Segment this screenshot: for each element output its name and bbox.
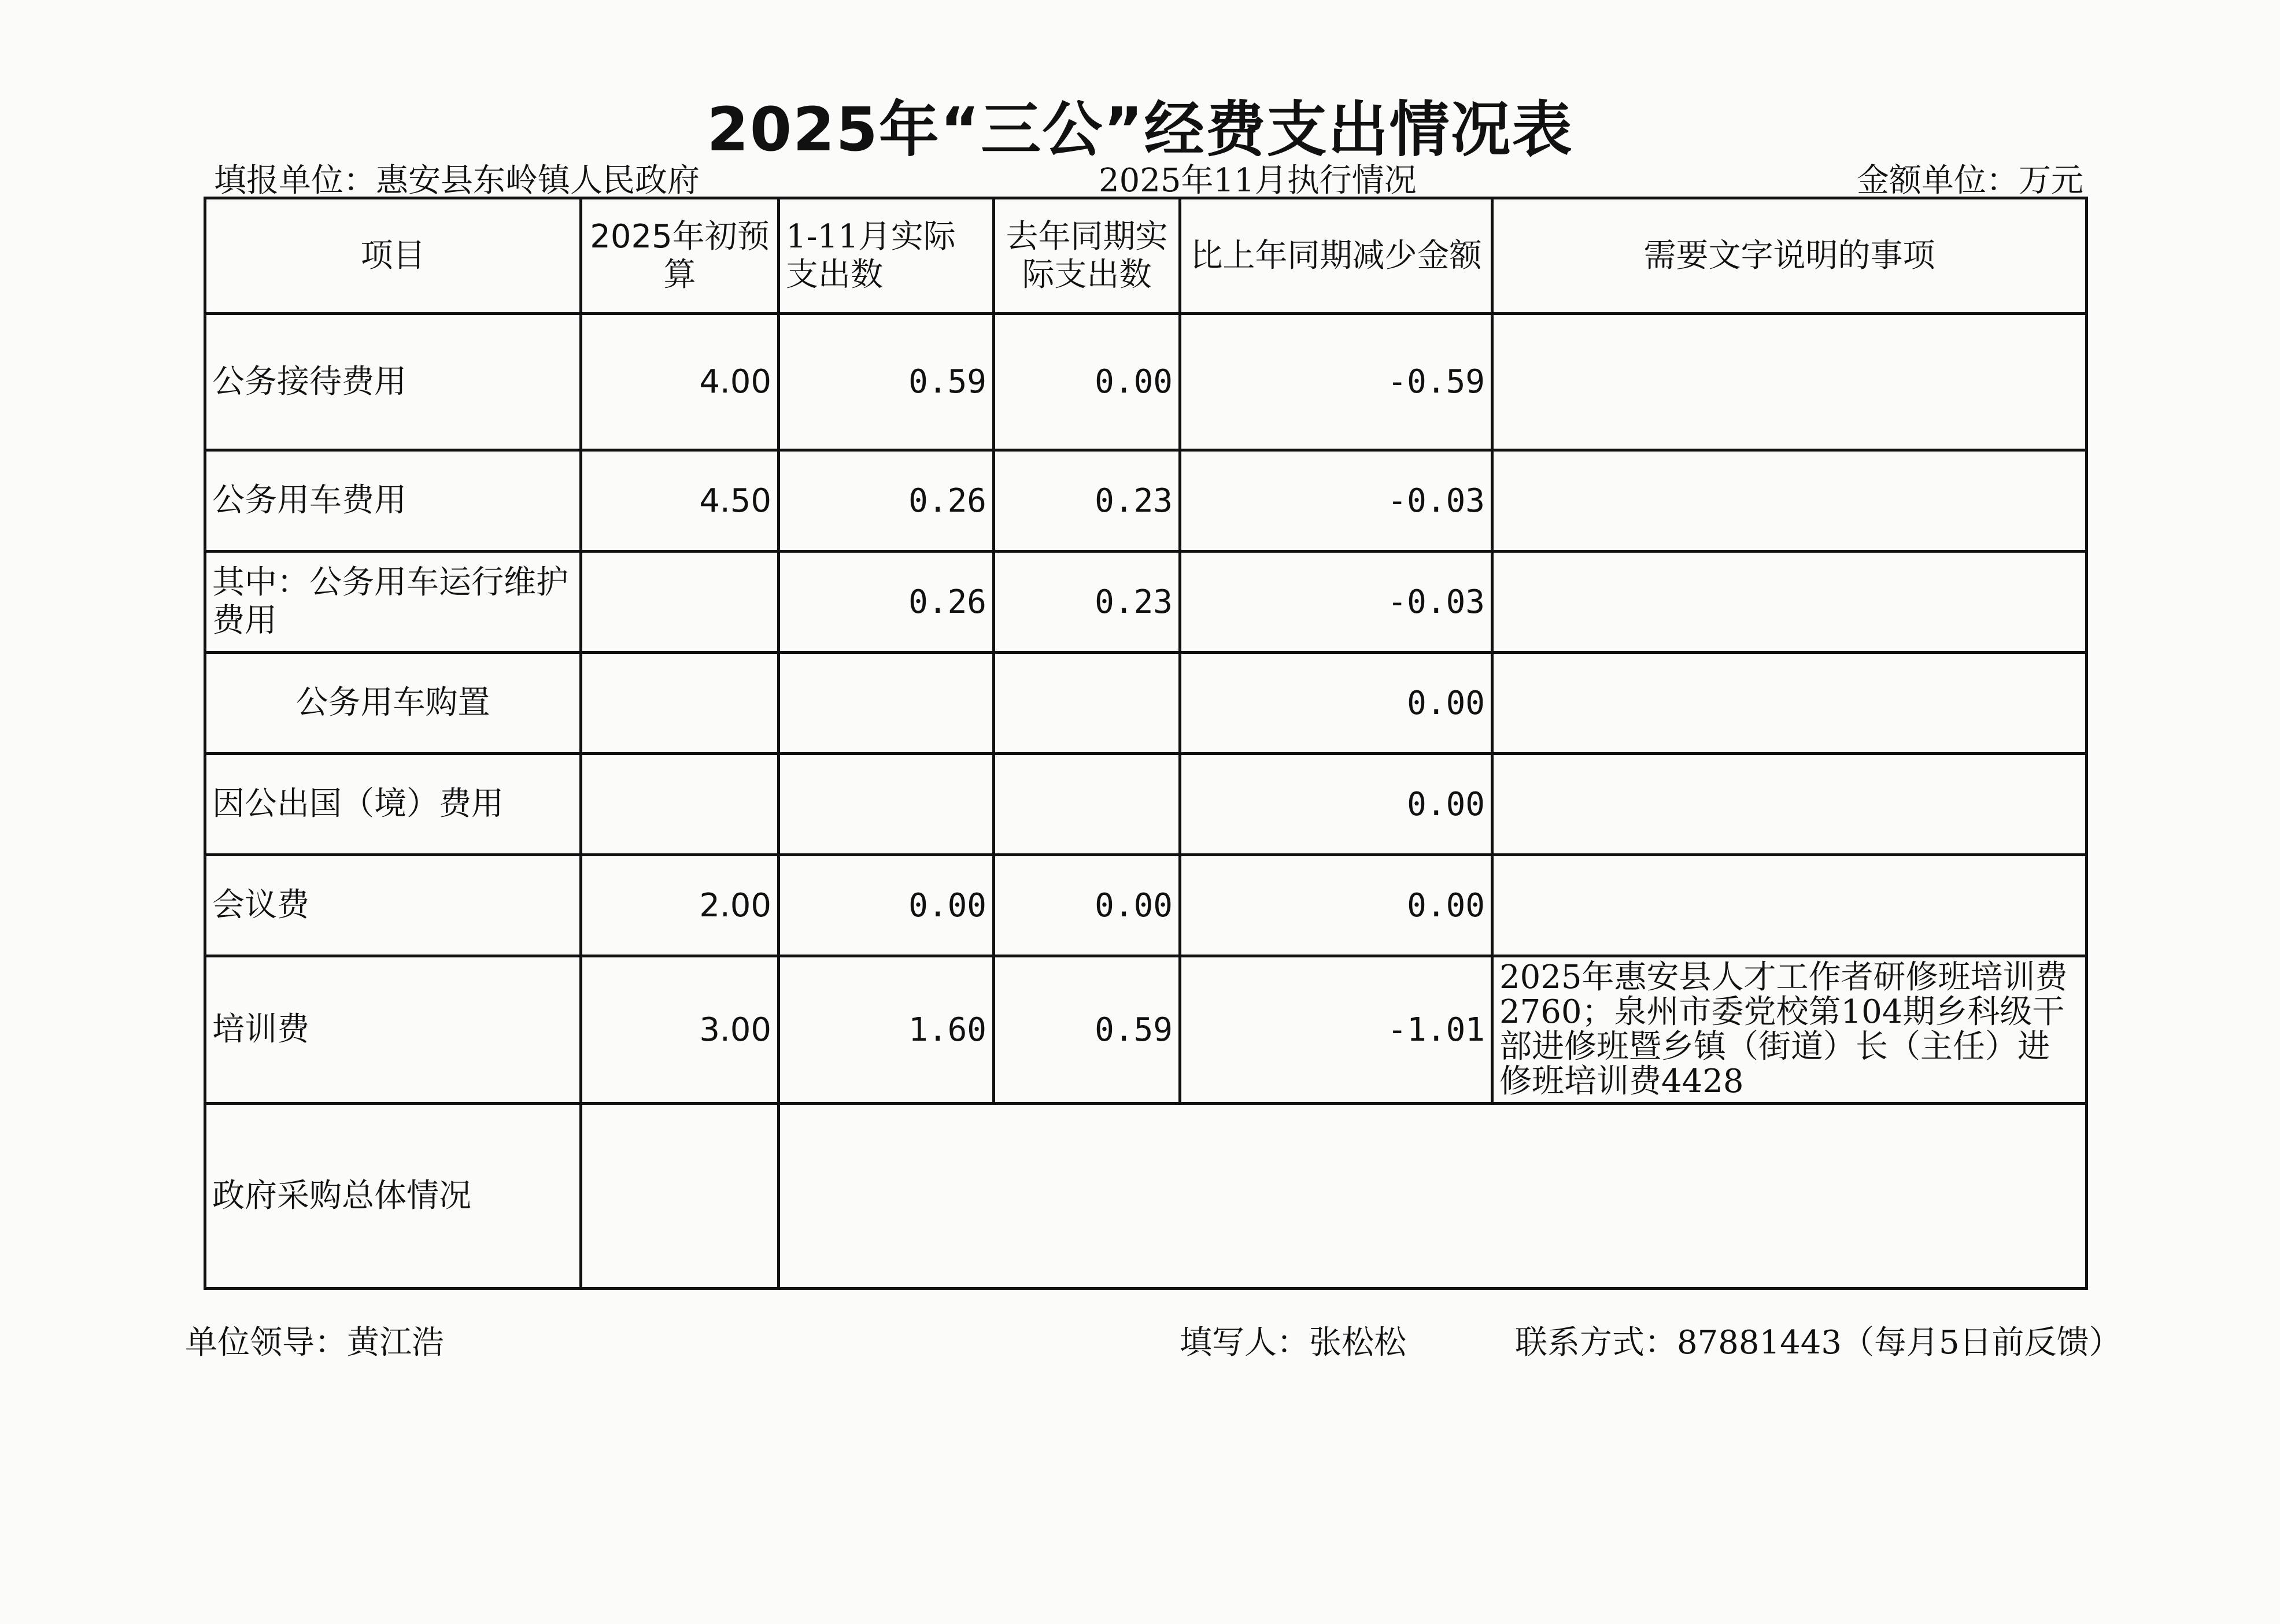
- row-item: 因公出国（境）费用: [205, 754, 581, 855]
- row-note: [1492, 653, 2087, 754]
- row-actual: 0.00: [779, 855, 994, 956]
- procurement-row: [205, 1104, 2087, 1289]
- table-row: [205, 653, 2087, 754]
- header-decrease: 比上年同期减少金额: [1180, 198, 1492, 314]
- row-decrease: -0.03: [1180, 450, 1492, 552]
- row-item: 公务接待费用: [205, 314, 581, 450]
- reporting-unit: 填报单位：惠安县东岭镇人民政府: [214, 162, 700, 199]
- table-row: [205, 450, 2087, 552]
- row-actual: 1.60: [779, 956, 994, 1104]
- header-notes: 需要文字说明的事项: [1492, 198, 2087, 314]
- procurement-budget-cell: [581, 1104, 779, 1289]
- row-note: [1492, 552, 2087, 653]
- row-budget: 4.00: [581, 314, 779, 450]
- header-budget: 2025年初预算: [581, 198, 779, 314]
- row-decrease: 0.00: [1180, 653, 1492, 754]
- unit-leader: 单位领导：黄江浩: [185, 1324, 444, 1362]
- reporting-period: 2025年11月执行情况: [1099, 162, 1417, 199]
- header-actual: 1-11月实际支出数: [779, 198, 994, 314]
- row-budget: 3.00: [581, 956, 779, 1104]
- row-decrease: 0.00: [1180, 855, 1492, 956]
- row-last-year: 0.59: [994, 956, 1180, 1104]
- row-budget: 4.50: [581, 450, 779, 552]
- table-row: [205, 855, 2087, 956]
- row-item: 其中：公务用车运行维护费用: [205, 552, 581, 653]
- form-filler: 填写人：张松松: [1180, 1324, 1406, 1362]
- row-last-year: 0.23: [994, 450, 1180, 552]
- procurement-label: 政府采购总体情况: [205, 1104, 581, 1289]
- row-item: 公务用车费用: [205, 450, 581, 552]
- row-actual: [779, 754, 994, 855]
- header-last-year: 去年同期实际支出数: [994, 198, 1180, 314]
- expense-table: [204, 197, 2088, 1290]
- header-item: 项目: [205, 198, 581, 314]
- row-decrease: -0.59: [1180, 314, 1492, 450]
- row-actual: 0.26: [779, 552, 994, 653]
- table-row: [205, 956, 2087, 1104]
- row-note: [1492, 855, 2087, 956]
- amount-unit: 金额单位：万元: [1857, 162, 2083, 199]
- row-item: 会议费: [205, 855, 581, 956]
- row-note: 2025年惠安县人才工作者研修班培训费2760；泉州市委党校第104期乡科级干部进修班暨乡镇（街道）长（主任）进修班培训费4428: [1492, 956, 2087, 1104]
- row-decrease: -1.01: [1180, 956, 1492, 1104]
- row-last-year: 0.23: [994, 552, 1180, 653]
- table-row: [205, 314, 2087, 450]
- row-budget: [581, 754, 779, 855]
- row-decrease: -0.03: [1180, 552, 1492, 653]
- row-note: [1492, 314, 2087, 450]
- contact-info: 联系方式：87881443（每月5日前反馈）: [1515, 1324, 2122, 1362]
- row-budget: 2.00: [581, 855, 779, 956]
- row-item: 培训费: [205, 956, 581, 1104]
- row-budget: [581, 653, 779, 754]
- table-header-row: [205, 198, 2087, 314]
- row-last-year: [994, 754, 1180, 855]
- row-budget: [581, 552, 779, 653]
- row-item: 公务用车购置: [205, 653, 581, 754]
- procurement-detail-cell: [779, 1104, 2087, 1289]
- row-decrease: 0.00: [1180, 754, 1492, 855]
- document-title: 2025年“三公”经费支出情况表: [707, 94, 1573, 165]
- table-row: [205, 552, 2087, 653]
- row-last-year: [994, 653, 1180, 754]
- row-note: [1492, 754, 2087, 855]
- row-last-year: 0.00: [994, 855, 1180, 956]
- table-row: [205, 754, 2087, 855]
- row-note: [1492, 450, 2087, 552]
- row-actual: 0.26: [779, 450, 994, 552]
- row-actual: [779, 653, 994, 754]
- row-actual: 0.59: [779, 314, 994, 450]
- row-last-year: 0.00: [994, 314, 1180, 450]
